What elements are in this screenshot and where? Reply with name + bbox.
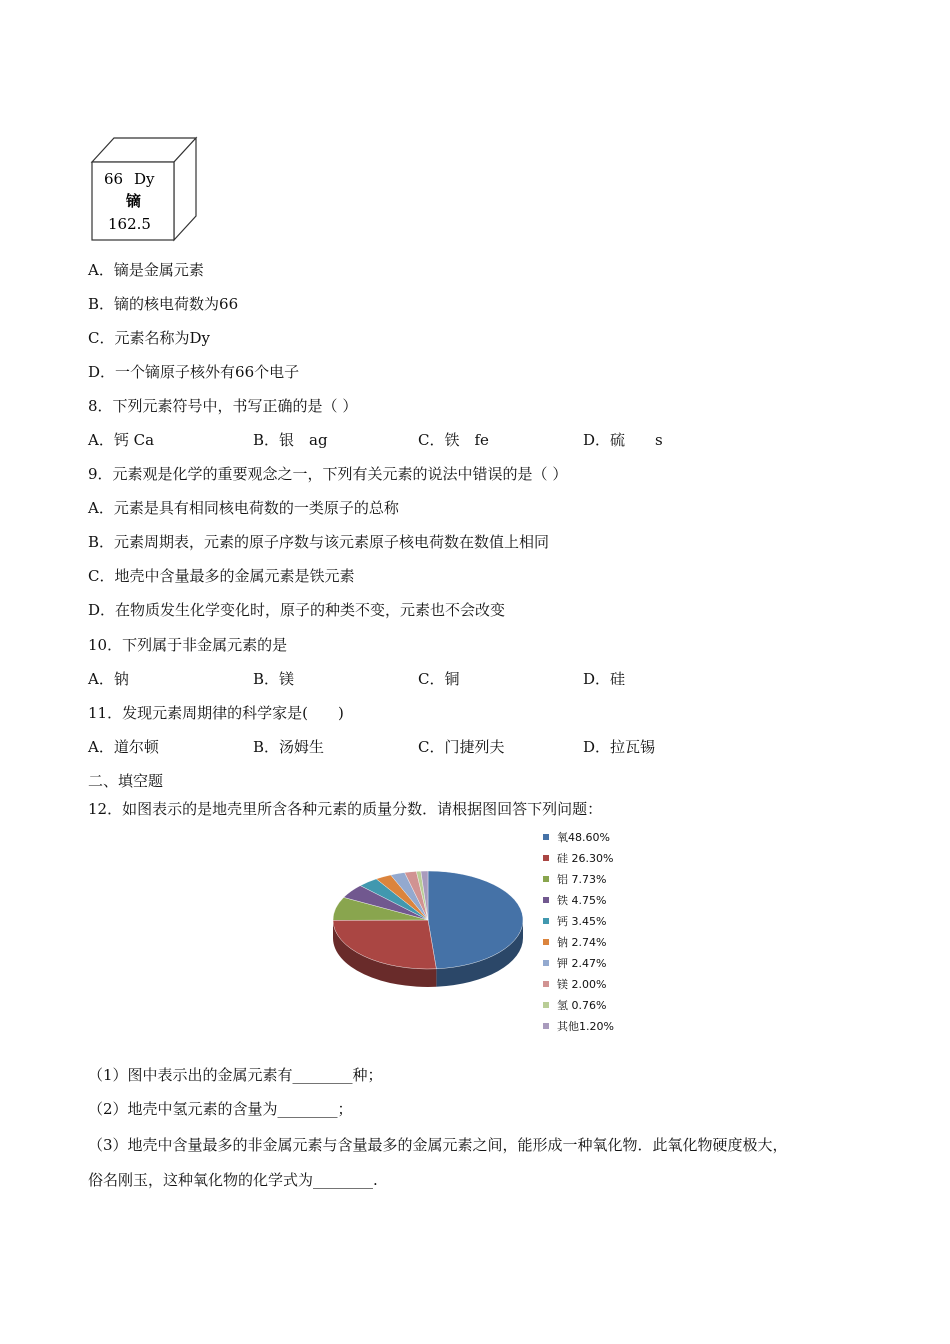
legend-swatch: [543, 918, 549, 924]
q10-option-b: B．镁: [253, 670, 295, 688]
element-name: 镝: [126, 192, 142, 210]
element-mass: 162.5: [108, 215, 151, 233]
legend-item: [543, 894, 606, 908]
q8-option-a: A．钙 Ca: [88, 431, 155, 449]
legend-item: [543, 957, 606, 971]
legend-swatch: [543, 981, 549, 987]
legend-item: [543, 852, 613, 866]
legend-label: 铁 4.75%: [557, 894, 607, 907]
q10-option-d: D．硅: [583, 670, 626, 688]
element-number: 66: [104, 170, 124, 188]
q9-option-b: B．元素周期表，元素的原子序数与该元素原子核电荷数在数值上相同: [88, 533, 550, 551]
legend-item: [543, 999, 606, 1013]
q12-sub1: （1）图中表示出的金属元素有________种；: [88, 1066, 383, 1084]
q11-option-a: A．道尔顿: [88, 738, 159, 756]
q8-option-d: D．硫 s: [583, 431, 663, 449]
legend-swatch: [543, 876, 549, 882]
q9-option-c: C．地壳中含量最多的金属元素是铁元素: [88, 567, 355, 585]
section-heading-fill-in: 二、填空题: [88, 772, 164, 790]
legend-item: [543, 978, 606, 992]
q12-sub3-line2: 俗名刚玉，这种氧化物的化学式为________.: [88, 1171, 378, 1189]
q12-sub2: （2）地壳中氢元素的含量为________；: [88, 1100, 353, 1118]
q12-stem: 12．如图表示的是地壳里所含各种元素的质量分数．请根据图回答下列问题：: [88, 800, 603, 818]
q11-option-c: C．门捷列夫: [418, 738, 505, 756]
legend-swatch: [543, 939, 549, 945]
q10-option-c: C．铜: [418, 670, 460, 688]
q8-stem: 8．下列元素符号中，书写正确的是（ ）: [88, 397, 358, 415]
q11-option-b: B．汤姆生: [253, 738, 325, 756]
q9-option-a: A．元素是具有相同核电荷数的一类原子的总称: [88, 499, 399, 517]
q11-stem: 11．发现元素周期律的科学家是( ): [88, 704, 344, 722]
legend-swatch: [543, 1002, 549, 1008]
element-card-dysprosium: [88, 134, 200, 244]
q10-stem: 10．下列属于非金属元素的是: [88, 636, 288, 654]
legend-swatch: [543, 1023, 549, 1029]
q7-option-a: A．镝是金属元素: [88, 261, 204, 279]
q7-option-d: D．一个镝原子核外有66个电子: [88, 363, 300, 381]
legend-label: 钾 2.47%: [557, 957, 607, 970]
legend-swatch: [543, 855, 549, 861]
legend-label: 硅 26.30%: [557, 852, 614, 865]
legend-swatch: [543, 897, 549, 903]
legend-swatch: [543, 960, 549, 966]
legend-item: [543, 936, 606, 950]
legend-swatch: [543, 834, 549, 840]
legend-label: 铝 7.73%: [557, 873, 607, 886]
q7-option-b: B．镝的核电荷数为66: [88, 295, 239, 313]
legend-label: 其他1.20%: [557, 1020, 614, 1033]
legend-label: 氧48.60%: [557, 831, 610, 844]
q10-option-a: A．钠: [88, 670, 129, 688]
legend-label: 氢 0.76%: [557, 999, 607, 1012]
q9-stem: 9．元素观是化学的重要观念之一，下列有关元素的说法中错误的是（ ）: [88, 465, 568, 483]
legend-label: 镁 2.00%: [557, 978, 607, 991]
q8-option-b: B．银 ag: [253, 431, 328, 449]
legend-item: [543, 1020, 614, 1034]
legend-item: [543, 915, 606, 929]
q8-option-c: C．铁 fe: [418, 431, 489, 449]
q12-sub3-line1: （3）地壳中含量最多的非金属元素与含量最多的金属元素之间，能形成一种氧化物．此氧化物硬度极大，: [88, 1136, 788, 1154]
element-symbol: Dy: [134, 170, 155, 188]
q9-option-d: D．在物质发生化学变化时，原子的种类不变，元素也不会改变: [88, 601, 506, 619]
legend-item: [543, 831, 610, 845]
legend-label: 钠 2.74%: [557, 936, 607, 949]
legend-item: [543, 873, 606, 887]
legend-label: 钙 3.45%: [557, 915, 607, 928]
q11-option-d: D．拉瓦锡: [583, 738, 656, 756]
q7-option-c: C．元素名称为Dy: [88, 329, 210, 347]
